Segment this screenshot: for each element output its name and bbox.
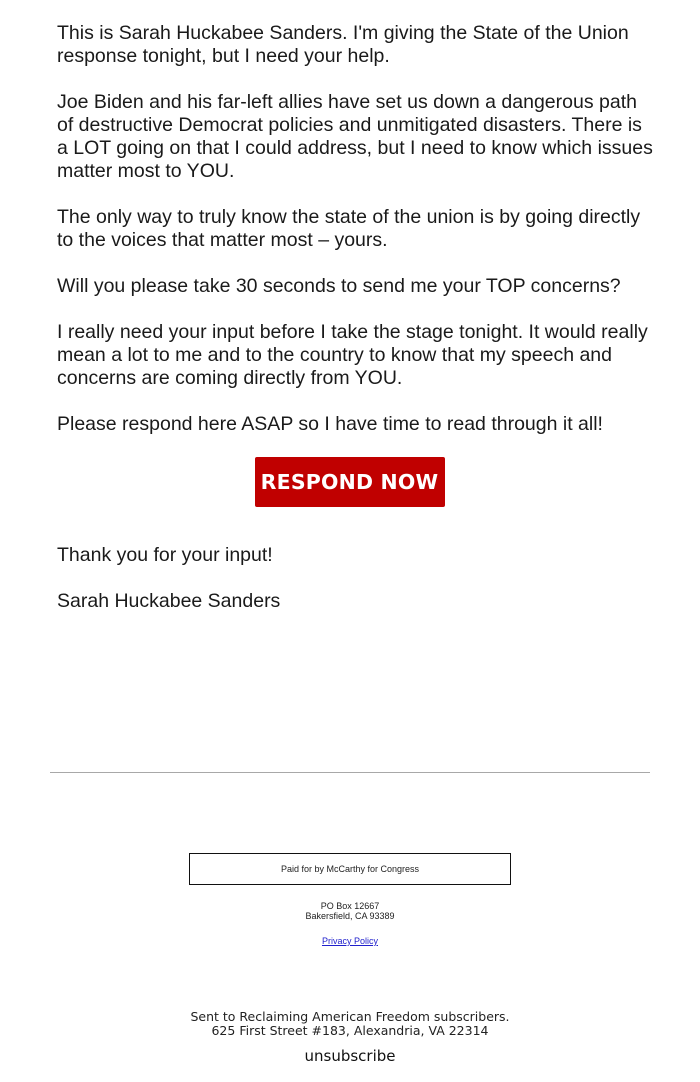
biden-paragraph: Joe Biden and his far-left allies have set us down a dangerous path of destructive Democrat policies and unmitigated disasters. There is a LOT going on that I could address, but I need to know which issues matter most to YOU. xyxy=(57,91,653,182)
state-of-union-paragraph: The only way to truly know the state of the union is by going directly to the voices that matter most – yours. xyxy=(57,206,641,251)
paid-for-disclaimer: Paid for by McCarthy for Congress xyxy=(189,853,511,885)
privacy-policy-container xyxy=(200,936,500,946)
city-state-line: Bakersfield, CA 93389 xyxy=(305,911,395,921)
privacy-policy-link[interactable]: Privacy Policy xyxy=(321,936,378,946)
footer-divider xyxy=(50,772,650,773)
respond-asap-paragraph: Please respond here ASAP so I have time to read through it all! xyxy=(57,413,603,435)
unsubscribe-link[interactable]: unsubscribe xyxy=(304,1047,396,1065)
sender-address-line: 625 First Street #183, Alexandria, VA 22314 xyxy=(211,1023,489,1038)
signature: Sarah Huckabee Sanders xyxy=(57,590,281,612)
cta-container xyxy=(57,457,642,507)
respond-now-button[interactable]: RESPOND NOW xyxy=(255,457,445,507)
request-paragraph: Will you please take 30 seconds to send me your TOP concerns? xyxy=(57,275,621,297)
sent-to-line: Sent to Reclaiming American Freedom subscribers. xyxy=(190,1009,510,1024)
intro-paragraph: This is Sarah Huckabee Sanders. I'm giving the State of the Union response tonight, but I need your help. xyxy=(57,22,629,67)
closing-text: Thank you for your input! xyxy=(57,544,273,566)
input-paragraph: I really need your input before I take the stage tonight. It would really mean a lot to me and to the country to know that my speech and concerns are coming directly from YOU. xyxy=(57,321,648,389)
email-body xyxy=(57,22,657,636)
po-box-line: PO Box 12667 xyxy=(320,901,380,911)
